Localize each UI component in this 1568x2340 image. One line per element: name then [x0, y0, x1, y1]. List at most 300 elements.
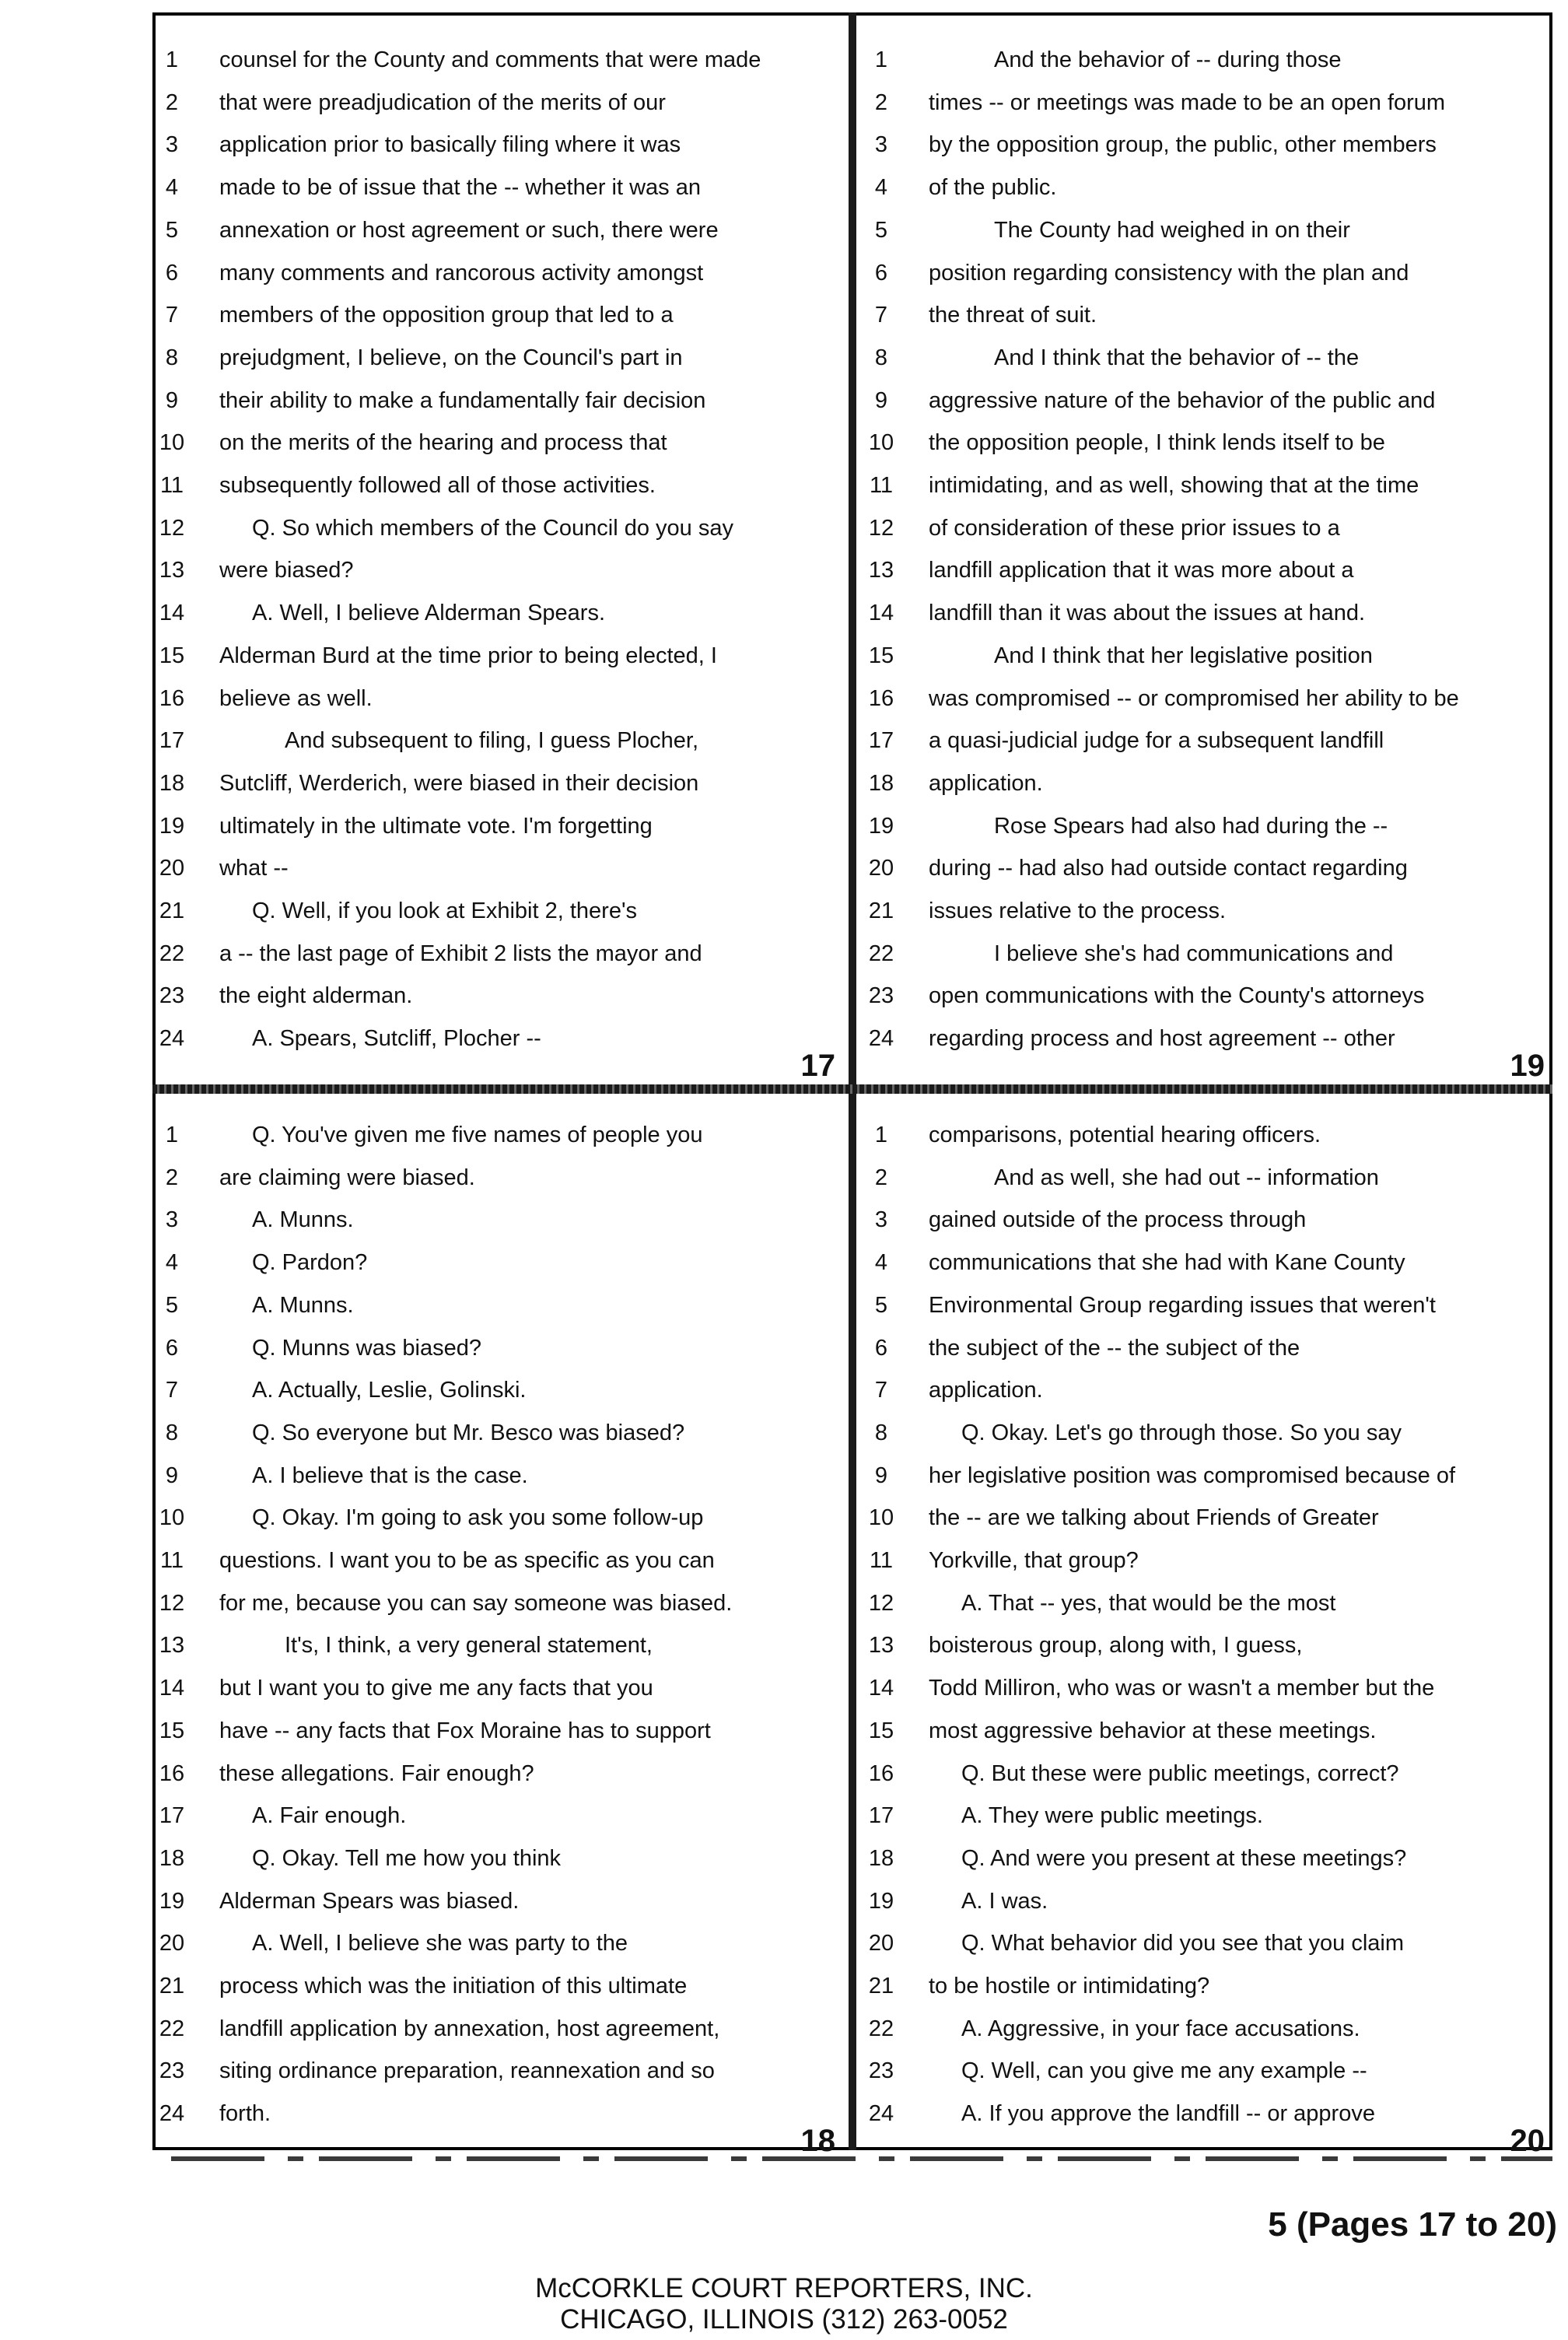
- line-text: Q. So everyone but Mr. Besco was biased?: [252, 1420, 685, 1445]
- transcript-line: [862, 209, 1562, 251]
- line-number: 6: [874, 260, 888, 285]
- line-text: A. I was.: [961, 1888, 1048, 1914]
- transcript-line: [862, 1199, 1562, 1241]
- line-number: 2: [165, 89, 179, 115]
- transcript-line: [152, 39, 852, 81]
- transcript-line: [862, 762, 1562, 804]
- line-number: 2: [165, 1165, 179, 1190]
- line-number: 4: [874, 1250, 888, 1276]
- transcript-line: [862, 1710, 1562, 1752]
- transcript-line: [862, 1327, 1562, 1369]
- line-number: 5: [165, 1292, 179, 1318]
- line-text: A. Munns.: [252, 1292, 354, 1318]
- line-text: were biased?: [219, 558, 354, 583]
- line-text: members of the opposition group that led to a: [219, 303, 674, 328]
- line-number: 18: [868, 1845, 894, 1871]
- line-number: 15: [159, 643, 185, 668]
- line-text: It's, I think, a very general statement,: [285, 1633, 653, 1659]
- transcript-line: [152, 124, 852, 166]
- line-number: 18: [159, 770, 185, 796]
- line-text: A. Munns.: [252, 1207, 354, 1233]
- line-text: the eight alderman.: [219, 983, 413, 1009]
- line-text: that were preadjudication of the merits of our: [219, 89, 666, 115]
- line-number: 12: [868, 1590, 894, 1616]
- line-number: 7: [874, 303, 888, 328]
- transcript-line: [862, 635, 1562, 677]
- company-name: McCORKLE COURT REPORTERS, INC.: [535, 2273, 1033, 2303]
- line-text: to be hostile or intimidating?: [929, 1974, 1210, 1998]
- line-number: 19: [159, 813, 185, 839]
- transcript-line: [862, 1540, 1562, 1582]
- transcript-line: [152, 337, 852, 379]
- transcript-line: [862, 507, 1562, 549]
- line-text: landfill application that it was more about a: [929, 558, 1354, 583]
- line-number: 22: [868, 941, 894, 966]
- transcript-line: [862, 805, 1562, 847]
- transcript-line: [862, 1369, 1562, 1411]
- line-number: 12: [159, 1590, 185, 1616]
- line-number: 2: [874, 89, 888, 115]
- line-number: 17: [868, 728, 894, 754]
- line-text: Sutcliff, Werderich, were biased in their decision: [219, 770, 699, 796]
- line-text: but I want you to give me any facts that you: [219, 1676, 653, 1701]
- line-text: ultimately in the ultimate vote. I'm forgetting: [219, 813, 653, 839]
- transcript-line: [862, 678, 1562, 720]
- transcript-line: [152, 890, 852, 932]
- line-text: A. I believe that is the case.: [252, 1462, 528, 1488]
- transcript-line: [862, 890, 1562, 932]
- line-text: A. Actually, Leslie, Golinski.: [252, 1378, 527, 1403]
- line-number: 24: [868, 2101, 894, 2127]
- line-number: 12: [868, 515, 894, 541]
- line-text: the opposition people, I think lends itself to be: [929, 430, 1385, 456]
- line-number: 8: [874, 1420, 888, 1445]
- transcript-line: [152, 166, 852, 208]
- line-text: believe as well.: [219, 685, 373, 711]
- page-number: 20: [1510, 2124, 1545, 2158]
- transcript-line: [152, 549, 852, 591]
- line-number: 18: [868, 770, 894, 796]
- transcript-line: [152, 1795, 852, 1837]
- transcript-line: [152, 1624, 852, 1666]
- line-number: 1: [874, 1123, 888, 1147]
- line-number: 17: [159, 728, 185, 754]
- transcript-line: [152, 1114, 852, 1156]
- line-number: 7: [165, 303, 179, 328]
- line-text: open communications with the County's attorneys: [929, 983, 1425, 1009]
- line-number: 13: [868, 1633, 894, 1659]
- transcript-line: [152, 1753, 852, 1795]
- line-number: 16: [159, 685, 185, 711]
- transcript-line: [152, 975, 852, 1017]
- transcript-line: [152, 294, 852, 336]
- line-text: what --: [219, 856, 289, 881]
- line-text: A. Aggressive, in your face accusations.: [961, 2016, 1360, 2041]
- line-text: regarding process and host agreement -- other: [929, 1026, 1395, 1052]
- page-number: 17: [800, 1049, 835, 1083]
- line-number: 3: [165, 1207, 179, 1233]
- line-number: 14: [159, 1676, 185, 1701]
- line-number: 16: [159, 1760, 185, 1786]
- line-text: A. Well, I believe she was party to the: [252, 1931, 628, 1956]
- line-number: 3: [874, 132, 888, 158]
- transcript-line: [152, 1284, 852, 1326]
- line-text: have -- any facts that Fox Moraine has to support: [219, 1718, 711, 1743]
- page-number: 18: [800, 2124, 835, 2158]
- line-text: And subsequent to filing, I guess Plocher,: [285, 728, 699, 754]
- transcript-line: [152, 2050, 852, 2092]
- transcript-line: [152, 1327, 852, 1369]
- transcript-line: [862, 166, 1562, 208]
- line-text: by the opposition group, the public, other members: [929, 132, 1437, 158]
- line-number: 14: [868, 1676, 894, 1701]
- transcript-page-18: [152, 1114, 852, 2156]
- line-text: a -- the last page of Exhibit 2 lists the mayor and: [219, 941, 702, 966]
- line-number: 17: [159, 1803, 185, 1829]
- line-number: 14: [159, 601, 185, 626]
- line-number: 23: [159, 2058, 185, 2084]
- transcript-line: [152, 1582, 852, 1624]
- line-text: Q. What behavior did you see that you claim: [961, 1931, 1405, 1956]
- line-number: 21: [159, 899, 185, 923]
- line-text: comparisons, potential hearing officers.: [929, 1123, 1321, 1147]
- transcript-line: [152, 1455, 852, 1497]
- line-number: 1: [165, 1123, 179, 1147]
- line-number: 11: [159, 1548, 184, 1573]
- line-number: 11: [159, 473, 184, 498]
- line-text: Q. Pardon?: [252, 1250, 368, 1276]
- line-text: A. Spears, Sutcliff, Plocher --: [252, 1026, 541, 1052]
- transcript-line: [152, 380, 852, 422]
- transcript-line: [152, 82, 852, 124]
- line-text: these allegations. Fair enough?: [219, 1760, 534, 1786]
- line-text: Q. Okay. Let's go through those. So you say: [961, 1420, 1402, 1445]
- line-text: intimidating, and as well, showing that at the time: [929, 473, 1419, 498]
- transcript-line: [152, 1922, 852, 1964]
- transcript-line: [862, 720, 1562, 762]
- company-location-phone: CHICAGO, ILLINOIS (312) 263-0052: [560, 2304, 1008, 2335]
- line-number: 13: [159, 558, 185, 583]
- line-number: 4: [165, 175, 179, 201]
- line-number: 19: [868, 813, 894, 839]
- transcript-line: [862, 380, 1562, 422]
- transcript-line: [152, 678, 852, 720]
- line-number: 6: [165, 1335, 179, 1361]
- line-text: Todd Milliron, who was or wasn't a member but the: [929, 1676, 1435, 1701]
- line-number: 10: [868, 430, 894, 456]
- line-text: made to be of issue that the -- whether it was an: [219, 175, 701, 201]
- line-number: 9: [874, 1462, 888, 1488]
- transcript-line: [152, 2008, 852, 2050]
- line-text: subsequently followed all of those activities.: [219, 473, 656, 498]
- line-text: times -- or meetings was made to be an open forum: [929, 89, 1446, 115]
- line-number: 11: [869, 1548, 894, 1573]
- transcript-line: [862, 975, 1562, 1017]
- transcript-line: [862, 124, 1562, 166]
- line-text: application.: [929, 1378, 1043, 1403]
- line-number: 22: [868, 2016, 894, 2041]
- line-text: forth.: [219, 2101, 271, 2127]
- line-text: most aggressive behavior at these meetings.: [929, 1718, 1377, 1743]
- line-text: during -- had also had outside contact regarding: [929, 856, 1408, 881]
- transcript-line: [152, 1369, 852, 1411]
- line-number: 18: [159, 1845, 185, 1871]
- line-number: 6: [874, 1335, 888, 1361]
- line-text: application prior to basically filing where it was: [219, 132, 681, 158]
- line-text: Q. Okay. Tell me how you think: [252, 1845, 562, 1871]
- transcript-line: [862, 1455, 1562, 1497]
- line-number: 21: [868, 899, 894, 923]
- line-number: 14: [868, 601, 894, 626]
- line-number: 1: [874, 47, 888, 72]
- line-text: Q. So which members of the Council do you say: [252, 515, 733, 541]
- line-text: annexation or host agreement or such, there were: [219, 217, 719, 243]
- line-number: 15: [868, 643, 894, 668]
- line-text: their ability to make a fundamentally fair decision: [219, 387, 706, 413]
- line-number: 16: [868, 685, 894, 711]
- transcript-page-20: [862, 1114, 1562, 2156]
- line-number: 12: [159, 515, 185, 541]
- transcript-line: [862, 1497, 1562, 1539]
- transcript-line: [152, 635, 852, 677]
- transcript-line: [152, 1242, 852, 1284]
- line-number: 19: [159, 1888, 185, 1914]
- line-text: siting ordinance preparation, reannexation and so: [219, 2058, 715, 2084]
- transcript-line: [862, 1412, 1562, 1454]
- line-text: The County had weighed in on their: [994, 217, 1350, 243]
- line-text: are claiming were biased.: [219, 1165, 475, 1190]
- transcript-line: [862, 847, 1562, 889]
- transcript-line: [152, 2093, 852, 2135]
- transcript-line: [152, 1880, 852, 1922]
- transcript-line: [152, 507, 852, 549]
- line-number: 20: [159, 1931, 185, 1956]
- transcript-line: [152, 720, 852, 762]
- line-text: questions. I want you to be as specific as you can: [219, 1548, 715, 1573]
- transcript-line: [152, 464, 852, 506]
- line-number: 1: [165, 47, 179, 72]
- line-text: I believe she's had communications and: [994, 941, 1394, 966]
- transcript-line: [862, 1157, 1562, 1199]
- transcript-page-19: [862, 39, 1562, 1081]
- transcript-line: [152, 209, 852, 251]
- line-number: 10: [868, 1505, 894, 1531]
- line-number: 4: [165, 1250, 179, 1276]
- line-text: A. They were public meetings.: [961, 1803, 1263, 1829]
- line-text: on the merits of the hearing and process that: [219, 430, 667, 456]
- line-number: 5: [165, 217, 179, 243]
- transcript-line: [152, 1837, 852, 1879]
- transcript-line: [152, 762, 852, 804]
- line-text: Q. Okay. I'm going to ask you some follow-up: [252, 1505, 704, 1531]
- line-text: a quasi-judicial judge for a subsequent landfill: [929, 728, 1384, 754]
- transcript-line: [862, 1242, 1562, 1284]
- transcript-line: [152, 252, 852, 294]
- line-text: Alderman Spears was biased.: [219, 1888, 520, 1914]
- line-number: 16: [868, 1760, 894, 1786]
- line-number: 15: [159, 1718, 185, 1743]
- line-text: Q. But these were public meetings, correct?: [961, 1760, 1399, 1786]
- transcript-line: [152, 1157, 852, 1199]
- line-number: 6: [165, 260, 179, 285]
- transcript-line: [862, 1018, 1562, 1060]
- line-number: 4: [874, 175, 888, 201]
- line-text: was compromised -- or compromised her ability to be: [929, 685, 1459, 711]
- line-number: 10: [159, 430, 185, 456]
- line-number: 20: [868, 856, 894, 881]
- line-text: landfill application by annexation, host agreement,: [219, 2016, 720, 2041]
- line-text: A. If you approve the landfill -- or approve: [961, 2101, 1375, 2127]
- transcript-line: [152, 847, 852, 889]
- line-text: her legislative position was compromised because of: [929, 1462, 1456, 1488]
- line-number: 10: [159, 1505, 185, 1531]
- line-number: 22: [159, 941, 185, 966]
- line-text: landfill than it was about the issues at hand.: [929, 601, 1366, 626]
- line-number: 9: [874, 387, 888, 413]
- line-number: 2: [874, 1165, 888, 1190]
- line-text: of consideration of these prior issues to a: [929, 515, 1340, 541]
- line-text: boisterous group, along with, I guess,: [929, 1633, 1303, 1659]
- transcript-line: [862, 2093, 1562, 2135]
- line-number: 5: [874, 1292, 888, 1318]
- transcript-line: [152, 1710, 852, 1752]
- line-number: 8: [165, 1420, 179, 1445]
- line-text: A. That -- yes, that would be the most: [961, 1590, 1336, 1616]
- transcript-line: [152, 1540, 852, 1582]
- line-text: Q. You've given me five names of people you: [252, 1123, 703, 1147]
- line-text: position regarding consistency with the plan and: [929, 260, 1409, 285]
- transcript-line: [862, 1837, 1562, 1879]
- transcript-line: [862, 1114, 1562, 1156]
- transcript-line: [862, 1753, 1562, 1795]
- line-number: 15: [868, 1718, 894, 1743]
- line-number: 23: [159, 983, 185, 1009]
- line-number: 8: [165, 345, 179, 370]
- line-text: the threat of suit.: [929, 303, 1097, 328]
- line-text: And I think that her legislative position: [994, 643, 1373, 668]
- page-number: 19: [1510, 1049, 1545, 1083]
- line-number: 24: [159, 2101, 185, 2127]
- transcript-line: [152, 933, 852, 975]
- transcript-page-17: [152, 39, 852, 1081]
- line-text: the -- are we talking about Friends of Greater: [929, 1505, 1379, 1531]
- transcript-line: [862, 464, 1562, 506]
- line-number: 24: [868, 1026, 894, 1052]
- line-text: application.: [929, 770, 1043, 796]
- line-number: 23: [868, 2058, 894, 2084]
- transcript-line: [152, 422, 852, 464]
- line-text: Q. Munns was biased?: [252, 1335, 481, 1361]
- horizontal-divider: [152, 1084, 1552, 1094]
- line-text: for me, because you can say someone was biased.: [219, 1590, 733, 1616]
- line-number: 21: [868, 1974, 894, 1998]
- line-text: of the public.: [929, 175, 1057, 201]
- transcript-line: [862, 82, 1562, 124]
- line-text: Q. Well, can you give me any example --: [961, 2058, 1367, 2084]
- line-text: process which was the initiation of this ultimate: [219, 1974, 688, 1998]
- line-text: Yorkville, that group?: [929, 1548, 1139, 1573]
- line-text: counsel for the County and comments that were made: [219, 47, 761, 72]
- line-number: 5: [874, 217, 888, 243]
- transcript-line: [862, 2008, 1562, 2050]
- line-number: 7: [874, 1378, 888, 1403]
- transcript-line: [862, 39, 1562, 81]
- line-text: gained outside of the process through: [929, 1207, 1307, 1233]
- line-text: issues relative to the process.: [929, 899, 1227, 923]
- line-number: 22: [159, 2016, 185, 2041]
- transcript-line: [862, 337, 1562, 379]
- line-number: 11: [869, 473, 894, 498]
- line-text: Environmental Group regarding issues that weren't: [929, 1292, 1436, 1318]
- transcript-line: [862, 1922, 1562, 1964]
- transcript-line: [152, 1497, 852, 1539]
- transcript-line: [152, 1667, 852, 1709]
- transcript-line: [862, 1582, 1562, 1624]
- line-text: aggressive nature of the behavior of the public and: [929, 387, 1436, 413]
- line-text: A. Well, I believe Alderman Spears.: [252, 601, 606, 626]
- line-text: prejudgment, I believe, on the Council's part in: [219, 345, 683, 370]
- line-number: 8: [874, 345, 888, 370]
- line-text: Q. Well, if you look at Exhibit 2, there's: [252, 899, 637, 923]
- line-number: 13: [159, 1633, 185, 1659]
- transcript-line: [862, 294, 1562, 336]
- line-number: 17: [868, 1803, 894, 1829]
- line-number: 19: [868, 1888, 894, 1914]
- transcript-line: [862, 252, 1562, 294]
- line-number: 3: [165, 132, 179, 158]
- pages-range-label: 5 (Pages 17 to 20): [1268, 2205, 1557, 2244]
- transcript-line: [152, 1965, 852, 2007]
- bottom-rule: [171, 2156, 1552, 2161]
- line-number: 9: [165, 1462, 179, 1488]
- line-number: 7: [165, 1378, 179, 1403]
- transcript-line: [862, 1624, 1562, 1666]
- line-text: Rose Spears had also had during the --: [994, 813, 1388, 839]
- line-number: 13: [868, 558, 894, 583]
- line-number: 21: [159, 1974, 185, 1998]
- line-text: Q. And were you present at these meetings?: [961, 1845, 1407, 1871]
- line-text: Alderman Burd at the time prior to being elected, I: [219, 643, 717, 668]
- transcript-line: [862, 933, 1562, 975]
- transcript-line: [862, 1667, 1562, 1709]
- line-text: the subject of the -- the subject of the: [929, 1335, 1300, 1361]
- line-number: 20: [159, 856, 185, 881]
- transcript-line: [862, 1284, 1562, 1326]
- line-number: 9: [165, 387, 179, 413]
- line-text: And the behavior of -- during those: [994, 47, 1342, 72]
- line-number: 3: [874, 1207, 888, 1233]
- line-text: A. Fair enough.: [252, 1803, 407, 1829]
- line-number: 23: [868, 983, 894, 1009]
- transcript-line: [862, 2050, 1562, 2092]
- line-number: 20: [868, 1931, 894, 1956]
- transcript-line: [862, 549, 1562, 591]
- line-text: communications that she had with Kane County: [929, 1250, 1405, 1276]
- line-text: And I think that the behavior of -- the: [994, 345, 1360, 370]
- transcript-line: [862, 592, 1562, 634]
- transcript-line: [862, 1795, 1562, 1837]
- line-text: And as well, she had out -- information: [994, 1165, 1379, 1190]
- transcript-line: [152, 1412, 852, 1454]
- transcript-line: [152, 1199, 852, 1241]
- transcript-line: [152, 805, 852, 847]
- line-number: 24: [159, 1026, 185, 1052]
- transcript-line: [862, 422, 1562, 464]
- transcript-line: [152, 1018, 852, 1060]
- transcript-line: [862, 1965, 1562, 2007]
- line-text: many comments and rancorous activity amongst: [219, 260, 704, 285]
- transcript-line: [862, 1880, 1562, 1922]
